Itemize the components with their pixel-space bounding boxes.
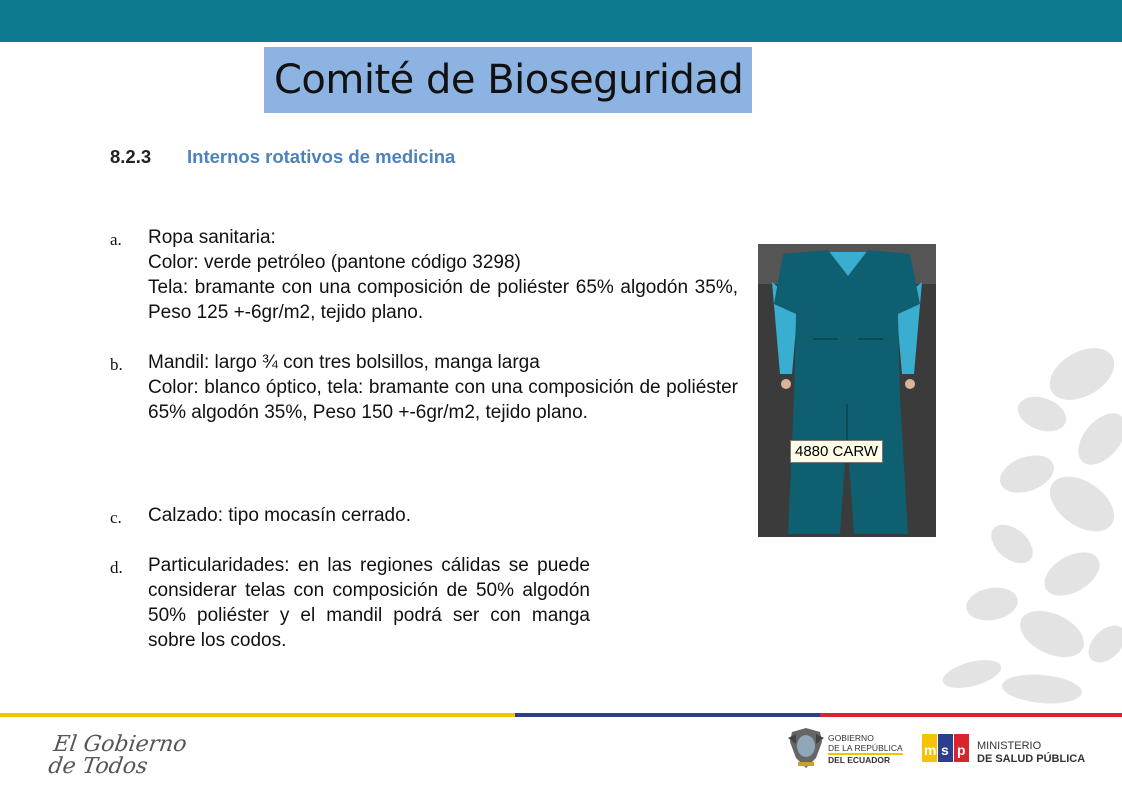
list-letter: d. (110, 558, 123, 577)
gov-line-1: GOBIERNO (828, 733, 874, 743)
item-b-line-1: Mandil: largo ¾ con tres bolsillos, manga larga (148, 352, 540, 373)
item-a-line-3: Tela: bramante con una composición de poliéster 65% algodón 35%, Peso 125 +-6gr/m2, tejido plano. (148, 277, 738, 323)
gov-line-2: DE LA REPÚBLICA (828, 742, 903, 753)
brand-logo (46, 732, 189, 779)
top-banner (0, 0, 1122, 42)
brand-line-2: de Todos (46, 754, 150, 779)
title-box (264, 47, 752, 113)
gov-line-3: DEL ECUADOR (828, 753, 903, 766)
section-heading (110, 146, 455, 168)
product-code-label: 4880 CARW (790, 440, 883, 463)
ministry-label (977, 740, 1085, 766)
item-d-line-1: Particularidades: en las regiones cálidas se puede considerar telas con composición de 50% algodón 50% poliéster y el mandil podrá ser con manga sobre los codos. (148, 555, 590, 651)
brand-line-1: El Gobierno (51, 732, 189, 757)
svg-text:m: m (924, 742, 937, 758)
scrubs-figure (758, 244, 936, 537)
ministry-line-2: DE SALUD PÚBLICA (977, 753, 1086, 765)
footer-line-red (820, 713, 1122, 717)
footer-line-yellow (0, 713, 515, 717)
page-title: Comité de Bioseguridad (274, 57, 744, 103)
footer-line-blue (515, 713, 820, 717)
item-c-line-1: Calzado: tipo mocasín cerrado. (148, 505, 411, 526)
section-number: 8.2.3 (110, 146, 152, 167)
list-letter: c. (110, 508, 122, 527)
item-b-line-2: Color: blanco óptico, tela: bramante con una composición de poliéster 65% algodón 35%, Peso 150 +-6gr/m2, tejido plano. (148, 377, 738, 423)
ecuador-coat-of-arms-icon (786, 728, 826, 770)
list-letter: b. (110, 355, 123, 374)
msp-logo-icon (922, 730, 970, 766)
item-a-line-2: Color: verde petróleo (pantone código 3298) (148, 252, 521, 273)
decorative-leaf-pattern (932, 344, 1122, 714)
government-label (828, 734, 903, 766)
svg-text:p: p (957, 742, 966, 758)
ministry-line-1: MINISTERIO (977, 740, 1042, 752)
scrubs-photo (758, 244, 936, 537)
list-letter: a. (110, 230, 122, 249)
section-title: Internos rotativos de medicina (187, 146, 456, 167)
item-a-line-1: Ropa sanitaria: (148, 227, 276, 248)
svg-text:s: s (941, 742, 949, 758)
